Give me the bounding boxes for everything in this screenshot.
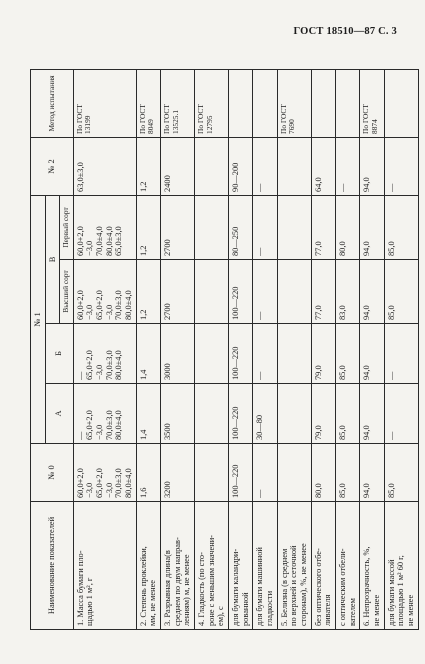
cell-a	[136, 384, 160, 444]
table-row	[195, 69, 229, 629]
cell-name	[229, 502, 253, 630]
cell-line: —	[75, 431, 85, 440]
cell-line: 85,0	[386, 305, 396, 320]
cell-method	[311, 69, 335, 137]
cell-line: −3,0	[95, 364, 105, 380]
cell-line: 1,4	[138, 429, 148, 440]
cell-line: 65,0±3,0	[114, 226, 124, 256]
cell-line: 3000	[163, 363, 173, 380]
cell-line: 94,0	[362, 365, 372, 380]
cell-line: По ГОСТ	[278, 104, 288, 134]
cell-name	[73, 502, 136, 630]
cell-vys	[335, 260, 359, 324]
cell-vys	[384, 260, 418, 324]
cell-a	[384, 384, 418, 444]
cell-b	[335, 324, 359, 384]
table-row	[360, 69, 384, 629]
cell-line: 94,0	[362, 177, 372, 192]
cell-line: 100—220	[231, 406, 241, 440]
cell-line: лениям) м, не менее	[182, 554, 192, 626]
cell-line: 79,0	[313, 425, 323, 440]
cell-line: 1,2	[138, 245, 148, 256]
cell-line: по верхней и сеточной	[289, 545, 299, 626]
cell-no2	[229, 137, 253, 195]
cell-line: 70,0±3,0	[104, 410, 114, 440]
col-b-header: Б	[45, 324, 73, 384]
cell-line: По ГОСТ	[74, 104, 84, 134]
col-v-header: В	[45, 195, 60, 323]
cell-a	[161, 384, 195, 444]
cell-line: −3,0	[85, 304, 95, 320]
cell-line: 13199	[83, 115, 93, 134]
cell-line: 70,0±4,0	[95, 226, 105, 256]
cell-line: 94,0	[362, 483, 372, 498]
cell-line: По ГОСТ	[137, 104, 147, 134]
cell-line: 80,0	[337, 241, 347, 256]
cell-name	[277, 502, 311, 630]
cell-line: 3. Разрывная длина(в	[163, 550, 173, 626]
cell-line: —	[386, 183, 396, 192]
cell-a	[253, 384, 277, 444]
cell-line: По ГОСТ	[196, 104, 206, 134]
cell-perv	[73, 195, 136, 259]
cell-no2	[311, 137, 335, 195]
cell-perv	[195, 195, 229, 259]
cell-line: 65,0+2,0	[95, 290, 105, 320]
table-row	[253, 69, 277, 629]
cell-method	[136, 69, 160, 137]
cell-line: −3,0	[85, 482, 95, 498]
cell-vys	[311, 260, 335, 324]
cell-no2	[136, 137, 160, 195]
cell-name	[253, 502, 277, 630]
cell-perv	[335, 195, 359, 259]
cell-no2	[253, 137, 277, 195]
cell-line: 8049	[146, 119, 156, 134]
cell-line: 3500	[163, 423, 173, 440]
cell-line: —	[255, 311, 265, 320]
cell-line: для бумаги машинной	[255, 547, 265, 626]
cell-no0	[229, 444, 253, 502]
cell-no0	[384, 444, 418, 502]
cell-a	[277, 384, 311, 444]
cell-vys	[161, 260, 195, 324]
cell-method	[335, 69, 359, 137]
cell-line: 60,0+2,0	[75, 290, 85, 320]
table-row	[311, 69, 335, 629]
cell-line: 80,0±4,0	[124, 290, 134, 320]
cell-line: 5. Белизна (в среднем	[279, 548, 289, 626]
cell-line: —	[386, 371, 396, 380]
cell-method	[384, 69, 418, 137]
cell-no0	[360, 444, 384, 502]
cell-a	[360, 384, 384, 444]
cell-vys	[360, 260, 384, 324]
cell-line: 3200	[163, 481, 173, 498]
cell-line: 85,0	[337, 483, 347, 498]
col-name-header: Наименование показателей	[31, 502, 74, 630]
cell-line: 100—220	[231, 346, 241, 380]
cell-line: —	[255, 247, 265, 256]
cell-no0	[335, 444, 359, 502]
table-row	[384, 69, 418, 629]
cell-b	[384, 324, 418, 384]
cell-line: 1,6	[138, 487, 148, 498]
cell-line: 1. Масса бумаги пло-	[75, 550, 85, 626]
indicators-table	[30, 69, 419, 630]
cell-method	[161, 69, 195, 137]
cell-line: 2700	[163, 303, 173, 320]
cell-name	[195, 502, 229, 630]
col-method-header: Метод испытания	[31, 69, 74, 137]
cell-name	[335, 502, 359, 630]
cell-no2	[161, 137, 195, 195]
cell-b	[229, 324, 253, 384]
cell-line: —	[386, 431, 396, 440]
cell-line: 12795	[204, 115, 214, 134]
cell-line: вателем	[347, 598, 357, 626]
cell-line: 1,2	[138, 309, 148, 320]
cell-a	[311, 384, 335, 444]
cell-line: −3,0	[85, 240, 95, 256]
cell-line: 4. Гладкость (по сто-	[197, 552, 207, 626]
col-no1-header: № 1	[31, 195, 46, 443]
cell-line: —	[337, 183, 347, 192]
cell-perv	[277, 195, 311, 259]
table-row	[136, 69, 160, 629]
cell-no0	[277, 444, 311, 502]
cell-method	[277, 69, 311, 137]
cell-line: 90—200	[231, 162, 241, 192]
cell-vys	[277, 260, 311, 324]
cell-b	[136, 324, 160, 384]
cell-line: 70,0±3,0	[114, 468, 124, 498]
cell-line: для бумаги массой	[386, 559, 396, 626]
cell-perv	[311, 195, 335, 259]
cell-method	[195, 69, 229, 137]
cell-line: —	[75, 371, 85, 380]
cell-line: 13525.1	[170, 109, 180, 134]
cell-no2	[277, 137, 311, 195]
cell-line: 8874	[369, 119, 379, 134]
cell-line: гладкости	[264, 590, 274, 626]
cell-vys	[73, 260, 136, 324]
cell-vys	[136, 260, 160, 324]
cell-line: 85,0	[337, 425, 347, 440]
cell-line: 77,0	[313, 305, 323, 320]
cell-line: —	[255, 489, 265, 498]
cell-line: 79,0	[313, 365, 323, 380]
cell-line: ем), с	[216, 606, 226, 626]
cell-line: 64,0	[313, 177, 323, 192]
table-row	[161, 69, 195, 629]
cell-line: 65,0+2,0	[95, 468, 105, 498]
cell-line: рованной	[240, 592, 250, 626]
cell-no2	[73, 137, 136, 195]
cell-line: 2400	[163, 175, 173, 192]
cell-vys	[229, 260, 253, 324]
cell-method	[253, 69, 277, 137]
cell-line: 94,0	[362, 241, 372, 256]
cell-no2	[360, 137, 384, 195]
cell-method	[360, 69, 384, 137]
cell-no0	[136, 444, 160, 502]
cell-line: 60,0+2,0	[75, 468, 85, 498]
cell-no2	[335, 137, 359, 195]
cell-name	[311, 502, 335, 630]
cell-line: 1,4	[138, 369, 148, 380]
cell-b	[195, 324, 229, 384]
cell-line: 80,0±4,0	[114, 410, 124, 440]
cell-line: не менее	[405, 594, 415, 626]
cell-line: 80—250	[231, 226, 241, 256]
cell-name	[384, 502, 418, 630]
cell-line: 85,0	[337, 365, 347, 380]
cell-line: 100—220	[231, 286, 241, 320]
cell-line: 6. Непрозрачность, %,	[362, 546, 372, 626]
cell-line: 80,0±4,0	[124, 468, 134, 498]
cell-b	[311, 324, 335, 384]
cell-line: 60,0+2,0	[75, 226, 85, 256]
cell-no0	[253, 444, 277, 502]
cell-line: 94,0	[362, 305, 372, 320]
cell-line: −3,0	[104, 482, 114, 498]
cell-perv	[136, 195, 160, 259]
cell-a	[229, 384, 253, 444]
cell-line: 83,0	[337, 305, 347, 320]
cell-line: сторонам), %, не менее	[298, 543, 308, 626]
cell-perv	[360, 195, 384, 259]
cell-line: не менее	[371, 594, 381, 626]
cell-line: щадью 1 м², г	[85, 577, 95, 626]
cell-perv	[229, 195, 253, 259]
cell-line: 100—220	[231, 464, 241, 498]
cell-line: 65,0+2,0	[85, 410, 95, 440]
cell-line: с оптическим отбели-	[337, 548, 347, 626]
cell-b	[253, 324, 277, 384]
cell-no0	[161, 444, 195, 502]
cell-line: 2700	[163, 239, 173, 256]
cell-line: По ГОСТ	[162, 104, 172, 134]
cell-line: −3,0	[104, 304, 114, 320]
cell-line: 77,0	[313, 241, 323, 256]
cell-line: По ГОСТ	[361, 104, 371, 134]
cell-vys	[253, 260, 277, 324]
col-no0-header: № 0	[31, 444, 74, 502]
cell-no2	[384, 137, 418, 195]
cell-line: 70,0±3,0	[114, 290, 124, 320]
cell-no0	[73, 444, 136, 502]
cell-line: без оптического отбе-	[313, 548, 323, 626]
table-row	[73, 69, 136, 629]
col-a-header: А	[45, 384, 73, 444]
cell-line: —	[255, 371, 265, 380]
cell-line: роне с меньшим значени-	[206, 535, 216, 626]
cell-line: 7690	[287, 119, 297, 134]
cell-line: 85,0	[386, 241, 396, 256]
cell-line: 85,0	[386, 483, 396, 498]
cell-line: среднем по двум направ-	[172, 537, 182, 626]
cell-line: 80,0±4,0	[104, 226, 114, 256]
col-perv-header: Первый сорт	[60, 195, 74, 259]
cell-line: для бумаги каландри-	[231, 548, 241, 626]
cell-a	[195, 384, 229, 444]
cell-no0	[311, 444, 335, 502]
cell-line: площадью 1 м² 60 г,	[396, 555, 406, 626]
cell-name	[161, 502, 195, 630]
cell-line: 65,0+2,0	[85, 350, 95, 380]
table-body	[73, 69, 418, 629]
cell-perv	[384, 195, 418, 259]
page-header: ГОСТ 18510—87 С. 3	[293, 26, 397, 37]
cell-vys	[195, 260, 229, 324]
cell-line: 63,0±3,0	[75, 162, 85, 192]
cell-line: 30—80	[255, 414, 265, 440]
col-no2-header: № 2	[31, 137, 74, 195]
cell-a	[73, 384, 136, 444]
table-row	[229, 69, 253, 629]
cell-perv	[253, 195, 277, 259]
cell-a	[335, 384, 359, 444]
table-row	[277, 69, 311, 629]
cell-line: 80,0±4,0	[114, 350, 124, 380]
cell-b	[73, 324, 136, 384]
cell-perv	[161, 195, 195, 259]
cell-line: −3,0	[95, 424, 105, 440]
cell-line: мм, не менее	[148, 579, 158, 626]
cell-line: 1,2	[138, 181, 148, 192]
cell-no2	[195, 137, 229, 195]
rotated-table-wrapper	[30, 70, 415, 630]
cell-line: 80,0	[313, 483, 323, 498]
cell-b	[277, 324, 311, 384]
cell-name	[360, 502, 384, 630]
cell-b	[161, 324, 195, 384]
cell-name	[136, 502, 160, 630]
cell-method	[73, 69, 136, 137]
cell-line: 2. Степень проклейки,	[138, 546, 148, 626]
cell-no0	[195, 444, 229, 502]
cell-line: 70,0±3,0	[104, 350, 114, 380]
cell-method	[229, 69, 253, 137]
cell-line: 94,0	[362, 425, 372, 440]
table-row	[335, 69, 359, 629]
cell-line: —	[255, 183, 265, 192]
cell-b	[360, 324, 384, 384]
col-vys-header: Высший сорт	[60, 260, 74, 324]
cell-line: ливателя	[323, 594, 333, 626]
